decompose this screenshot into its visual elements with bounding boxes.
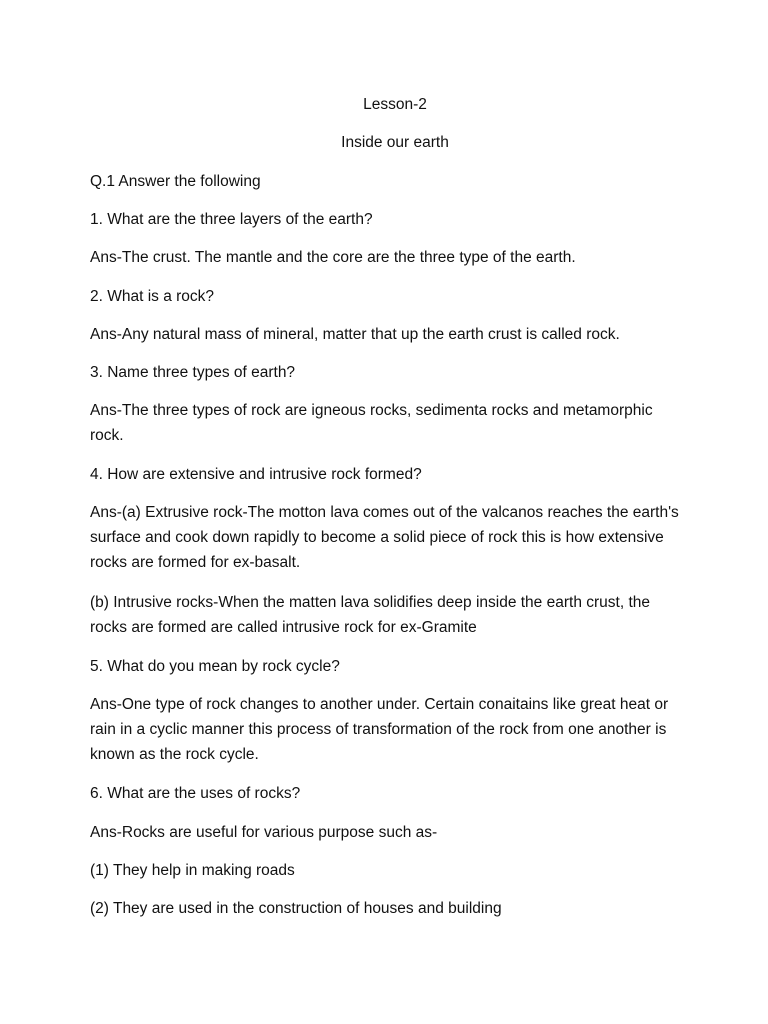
question-2: 2. What is a rock?	[90, 288, 215, 305]
use-item-1: (1) They help in making roads	[90, 862, 295, 879]
answer-4b: (b) Intrusive rocks-When the matten lava solidifies deep inside the earth crust, the rocks are formed are called intrusive rock for ex-Gramite	[90, 594, 650, 636]
question-1: 1. What are the three layers of the earth?	[90, 211, 373, 228]
question-5: 5. What do you mean by rock cycle?	[90, 658, 340, 675]
answer-5: Ans-One type of rock changes to another under. Certain conaitains like great heat or rain in a cyclic manner this process of transformation of the rock from one another is known as the rock cycle.	[90, 696, 669, 763]
use-item-2: (2) They are used in the construction of houses and building	[90, 900, 502, 917]
section-heading: Q.1 Answer the following	[90, 173, 261, 190]
lesson-title: Lesson-2	[363, 96, 427, 113]
answer-1: Ans-The crust. The mantle and the core are the three type of the earth.	[90, 249, 576, 266]
answer-3: Ans-The three types of rock are igneous rocks, sedimenta rocks and metamorphic rock.	[90, 402, 653, 444]
lesson-subtitle: Inside our earth	[341, 134, 449, 151]
answer-2: Ans-Any natural mass of mineral, matter that up the earth crust is called rock.	[90, 326, 620, 343]
question-6: 6. What are the uses of rocks?	[90, 785, 301, 802]
answer-4a: Ans-(a) Extrusive rock-The motton lava comes out of the valcanos reaches the earth's surface and cook down rapidly to become a solid piece of rock this is how extensive rocks are formed for ex-basalt.	[90, 504, 679, 571]
question-3: 3. Name three types of earth?	[90, 364, 296, 381]
answer-6: Ans-Rocks are useful for various purpose such as-	[90, 824, 438, 841]
question-4: 4. How are extensive and intrusive rock formed?	[90, 466, 422, 483]
